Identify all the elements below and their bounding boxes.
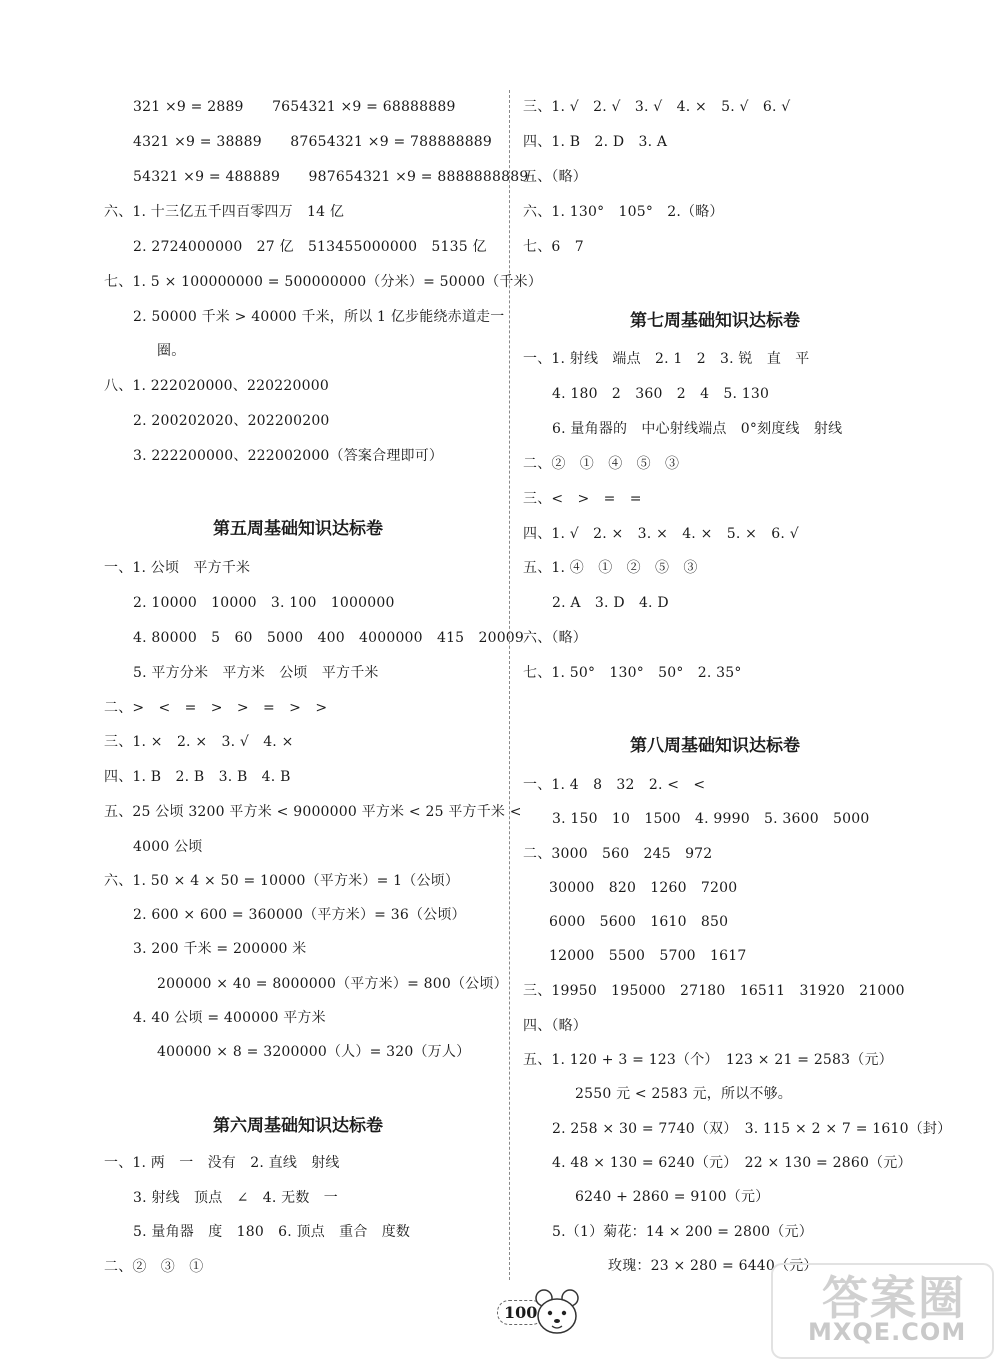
answer-line: 2. 50000 千米 > 40000 千米，所以 1 亿步能绕赤道走一: [133, 309, 505, 325]
answer-line: 八、1. 222020000、220220000: [104, 378, 329, 394]
answer-line: 5. 量角器 度 180 6. 顶点 重合 度数: [133, 1224, 411, 1240]
answer-line: 2550 元 < 2583 元，所以不够。: [575, 1086, 792, 1102]
answer-line: 6000 5600 1610 850: [549, 914, 729, 930]
answer-line: 5. 平方分米 平方米 公顷 平方千米: [133, 665, 379, 681]
section-title-week7: 第七周基础知识达标卷: [630, 311, 800, 331]
answer-line: 二、> < = > > = > >: [104, 700, 328, 716]
answer-line: 30000 820 1260 7200: [549, 880, 738, 896]
answer-line: 四、1. B 2. D 3. A: [523, 134, 668, 150]
answer-line: 六、（略）: [523, 630, 587, 646]
section-title-week8: 第八周基础知识达标卷: [630, 736, 800, 756]
answer-line: 3. 150 10 1500 4. 9990 5. 3600 5000: [552, 811, 870, 827]
answer-line: 4000 公顷: [133, 839, 203, 855]
answer-line: 4. 180 2 360 2 4 5. 130: [552, 386, 770, 402]
answer-line: 2. 200202020、202200200: [133, 413, 330, 429]
answer-line: 三、1. √ 2. √ 3. √ 4. × 5. √ 6. √: [523, 99, 791, 115]
answer-line: 四、（略）: [523, 1018, 587, 1034]
answer-line: 4. 48 × 130 = 6240（元） 22 × 130 = 2860（元）: [552, 1155, 912, 1171]
answer-line: 3. 射线 顶点 ∠ 4. 无数 一: [133, 1190, 338, 1206]
answer-line: 6240 + 2860 = 9100（元）: [575, 1189, 770, 1205]
watermark-chinese: 答案圈: [822, 1271, 966, 1325]
answer-line: 三、< > = =: [523, 491, 642, 507]
answer-line: 400000 × 8 = 3200000（人）= 320（万人）: [157, 1044, 471, 1060]
answer-line: 一、1. 射线 端点 2. 1 2 3. 锐 直 平: [523, 351, 810, 367]
answer-line: 六、1. 130° 105° 2.（略）: [523, 204, 724, 220]
answer-line: 2. 600 × 600 = 360000（平方米）= 36（公顷）: [133, 907, 466, 923]
answer-line: 三、19950 195000 27180 16511 31920 21000: [523, 983, 905, 999]
answer-line: 五、1. 120 + 3 = 123（个） 123 × 21 = 2583（元）: [523, 1052, 893, 1068]
answer-line: 4. 80000 5 60 5000 400 4000000 415 20009: [133, 630, 525, 646]
answer-line: 3. 200 千米 = 200000 米: [133, 941, 307, 957]
answer-line: 二、3000 560 245 972: [523, 846, 713, 862]
answer-line: 圈。: [157, 343, 186, 359]
answer-line: 三、1. × 2. × 3. √ 4. ×: [104, 734, 294, 750]
column-divider: [509, 90, 510, 1280]
answer-line: 2. A 3. D 4. D: [552, 595, 669, 611]
answer-line: 五、25 公顷 3200 平方米 < 9000000 平方米 < 25 平方千米 <: [104, 804, 522, 820]
page-number: 100: [497, 1300, 544, 1325]
answer-line: 一、1. 公顷 平方千米: [104, 560, 251, 576]
answer-line: 玫瑰：23 × 280 = 6440（元）: [608, 1258, 818, 1274]
answer-line: 二、② ① ④ ⑤ ③: [523, 456, 680, 472]
answer-line: 七、6 7: [523, 239, 584, 255]
answer-line: 321 ×9 = 2889 7654321 ×9 = 68888889: [133, 99, 456, 115]
answer-line: 200000 × 40 = 8000000（平方米）= 800（公顷）: [157, 976, 508, 992]
answer-line: 七、1. 50° 130° 50° 2. 35°: [523, 665, 742, 681]
answer-line: 一、1. 4 8 32 2. < <: [523, 777, 706, 793]
answer-line: 六、1. 50 × 4 × 50 = 10000（平方米）= 1（公顷）: [104, 873, 460, 889]
answer-line: 七、1. 5 × 100000000 = 500000000（分米）= 50000（千米）: [104, 274, 543, 290]
answer-line: 一、1. 两 一 没有 2. 直线 射线: [104, 1155, 340, 1171]
answer-line: 2. 258 × 30 = 7740（双） 3. 115 × 2 × 7 = 1610（封）: [552, 1121, 952, 1137]
answer-line: 5.（1）菊花：14 × 200 = 2800（元）: [552, 1224, 813, 1240]
answer-line: 4321 ×9 = 38889 87654321 ×9 = 788888889: [133, 134, 493, 150]
answer-line: 54321 ×9 = 488889 987654321 ×9 = 8888888889: [133, 169, 529, 185]
answer-line: 2. 10000 10000 3. 100 1000000: [133, 595, 395, 611]
section-title-week5: 第五周基础知识达标卷: [213, 519, 383, 539]
watermark-url: MXQE.COM: [808, 1318, 967, 1346]
answer-line: 3. 222200000、222002000（答案合理即可）: [133, 448, 444, 464]
section-title-week6: 第六周基础知识达标卷: [213, 1116, 383, 1136]
answer-line: 四、1. B 2. B 3. B 4. B: [104, 769, 291, 785]
bear-mascot-icon: [532, 1286, 582, 1338]
answer-line: 五、1. ④ ① ② ⑤ ③: [523, 560, 698, 576]
answer-line: 6. 量角器的 中心射线端点 0°刻度线 射线: [552, 421, 843, 437]
answer-line: 五、（略）: [523, 169, 587, 185]
answer-line: 二、② ③ ①: [104, 1259, 204, 1275]
answer-line: 四、1. √ 2. × 3. × 4. × 5. × 6. √: [523, 526, 799, 542]
answer-line: 4. 40 公顷 = 400000 平方米: [133, 1010, 326, 1026]
answer-line: 12000 5500 5700 1617: [549, 948, 747, 964]
answer-line: 六、1. 十三亿五千四百零四万 14 亿: [104, 204, 345, 220]
answer-line: 2. 2724000000 27 亿 513455000000 5135 亿: [133, 239, 487, 255]
